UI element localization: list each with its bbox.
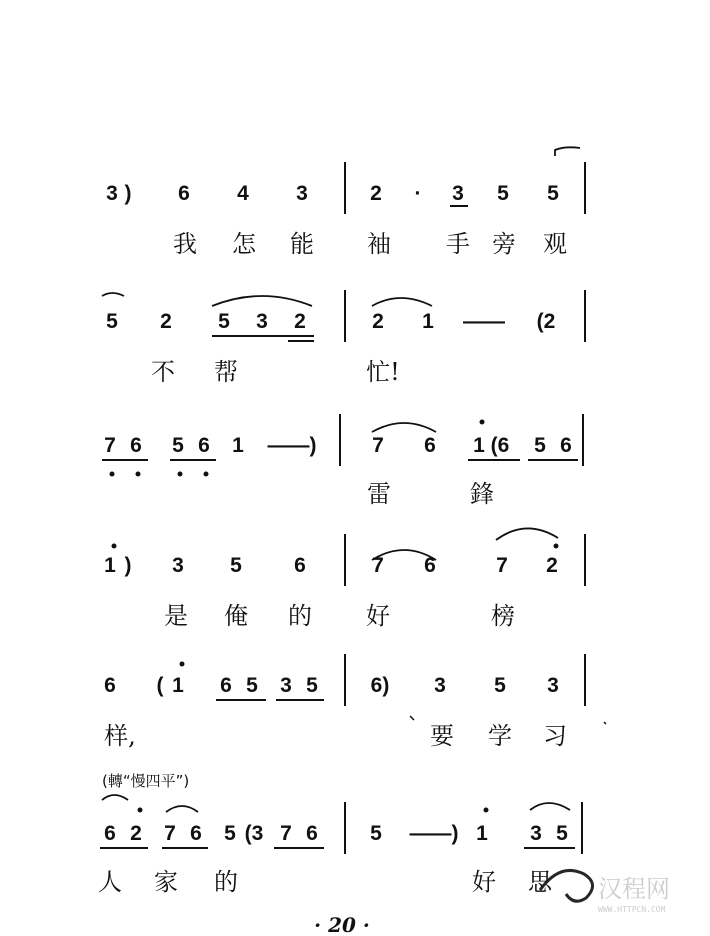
note: 3 xyxy=(256,310,268,333)
lyric: 榜 xyxy=(491,602,515,630)
note: 1 xyxy=(104,554,116,577)
lyric: 的 xyxy=(288,602,312,630)
tempo-note: (轉“慢四平”) xyxy=(102,772,190,790)
lyric: 是 xyxy=(164,602,188,630)
beams xyxy=(100,206,578,848)
note: 5 xyxy=(224,822,236,845)
lyric: 思 xyxy=(528,868,552,896)
lyric: 怎 xyxy=(232,230,256,258)
note: 7 xyxy=(164,822,176,845)
note: 7 xyxy=(496,554,508,577)
note: 6 xyxy=(130,434,142,457)
lyric: 忙! xyxy=(366,358,400,386)
note: 5 xyxy=(172,434,184,457)
note: 7 xyxy=(372,554,384,577)
note: 5 xyxy=(497,182,509,205)
note: 7 xyxy=(280,822,292,845)
lyric: 要 xyxy=(430,722,454,750)
note: · xyxy=(414,182,422,205)
lyric: 观 xyxy=(543,230,567,258)
note: ) xyxy=(124,182,132,205)
watermark-logo: 汉程网 xyxy=(598,875,670,903)
note: 6 xyxy=(424,554,436,577)
note: 2 xyxy=(546,554,558,577)
note: 2 xyxy=(372,310,384,333)
note: 6 xyxy=(294,554,306,577)
note: 6 xyxy=(178,182,190,205)
note: (2 xyxy=(536,310,556,333)
lyric: 我 xyxy=(173,230,197,258)
note: 5 xyxy=(230,554,242,577)
note: 1 xyxy=(422,310,434,333)
lyric: 袖 xyxy=(367,230,391,258)
lyric: 不 xyxy=(151,358,175,386)
lyric: 能 xyxy=(290,230,314,258)
note: 2 xyxy=(130,822,142,845)
note: 7 xyxy=(104,434,116,457)
note: 5 xyxy=(547,182,559,205)
lyric: 人 xyxy=(98,868,122,896)
note: 1 xyxy=(172,674,184,697)
note: 1 xyxy=(473,434,485,457)
lyric: 好 xyxy=(366,602,390,630)
lyric: 好 xyxy=(472,868,496,896)
note: 5 xyxy=(556,822,568,845)
note: 3 xyxy=(434,674,446,697)
watermark-url: WWW.HTTPCN.COM xyxy=(598,905,666,914)
note: 5 xyxy=(534,434,546,457)
note: 6) xyxy=(370,674,390,697)
note: ( xyxy=(156,674,164,697)
note: 5 xyxy=(306,674,318,697)
note: 6 xyxy=(424,434,436,457)
note: —— xyxy=(463,310,505,333)
lyric: 雷 xyxy=(367,480,391,508)
note: 6 xyxy=(560,434,572,457)
lyric: 帮 xyxy=(214,358,238,386)
note: 3 xyxy=(530,822,542,845)
note: 6 xyxy=(220,674,232,697)
note: 3 xyxy=(172,554,184,577)
note: 5 xyxy=(370,822,382,845)
note: 6 xyxy=(198,434,210,457)
note: 3 xyxy=(106,182,118,205)
note: 6 xyxy=(190,822,202,845)
note: 1 xyxy=(476,822,488,845)
note: 2 xyxy=(370,182,382,205)
lyric: 旁 xyxy=(492,230,516,258)
note: 3 xyxy=(547,674,559,697)
note: 5 xyxy=(218,310,230,333)
lyric: 俺 xyxy=(224,602,248,630)
note: ——) xyxy=(409,822,459,845)
note: ——) xyxy=(267,434,317,457)
note: ) xyxy=(124,554,132,577)
note: 3 xyxy=(296,182,308,205)
note: 4 xyxy=(237,182,249,205)
watermark xyxy=(540,870,670,914)
note: 7 xyxy=(372,434,384,457)
note: 5 xyxy=(246,674,258,697)
lyric: 的 xyxy=(214,868,238,896)
note: 6 xyxy=(104,822,116,845)
note: 1 xyxy=(232,434,244,457)
lyric: 学 xyxy=(488,722,512,750)
note: 5 xyxy=(494,674,506,697)
lyric: 鋒 xyxy=(470,480,494,508)
note: (3 xyxy=(244,822,264,845)
note: (6 xyxy=(490,434,510,457)
page-number: · 20 · xyxy=(314,913,370,936)
note: 2 xyxy=(294,310,306,333)
notation-layer xyxy=(104,162,585,854)
lyric: 样, xyxy=(104,722,136,750)
note: 6 xyxy=(306,822,318,845)
lyric: 手 xyxy=(446,230,470,258)
lyric: 习 xyxy=(543,722,567,750)
lyric: 家 xyxy=(154,868,178,896)
note: 2 xyxy=(160,310,172,333)
note: 6 xyxy=(104,674,116,697)
note: 3 xyxy=(280,674,292,697)
note: 3 xyxy=(452,182,464,205)
note: 5 xyxy=(106,310,118,333)
